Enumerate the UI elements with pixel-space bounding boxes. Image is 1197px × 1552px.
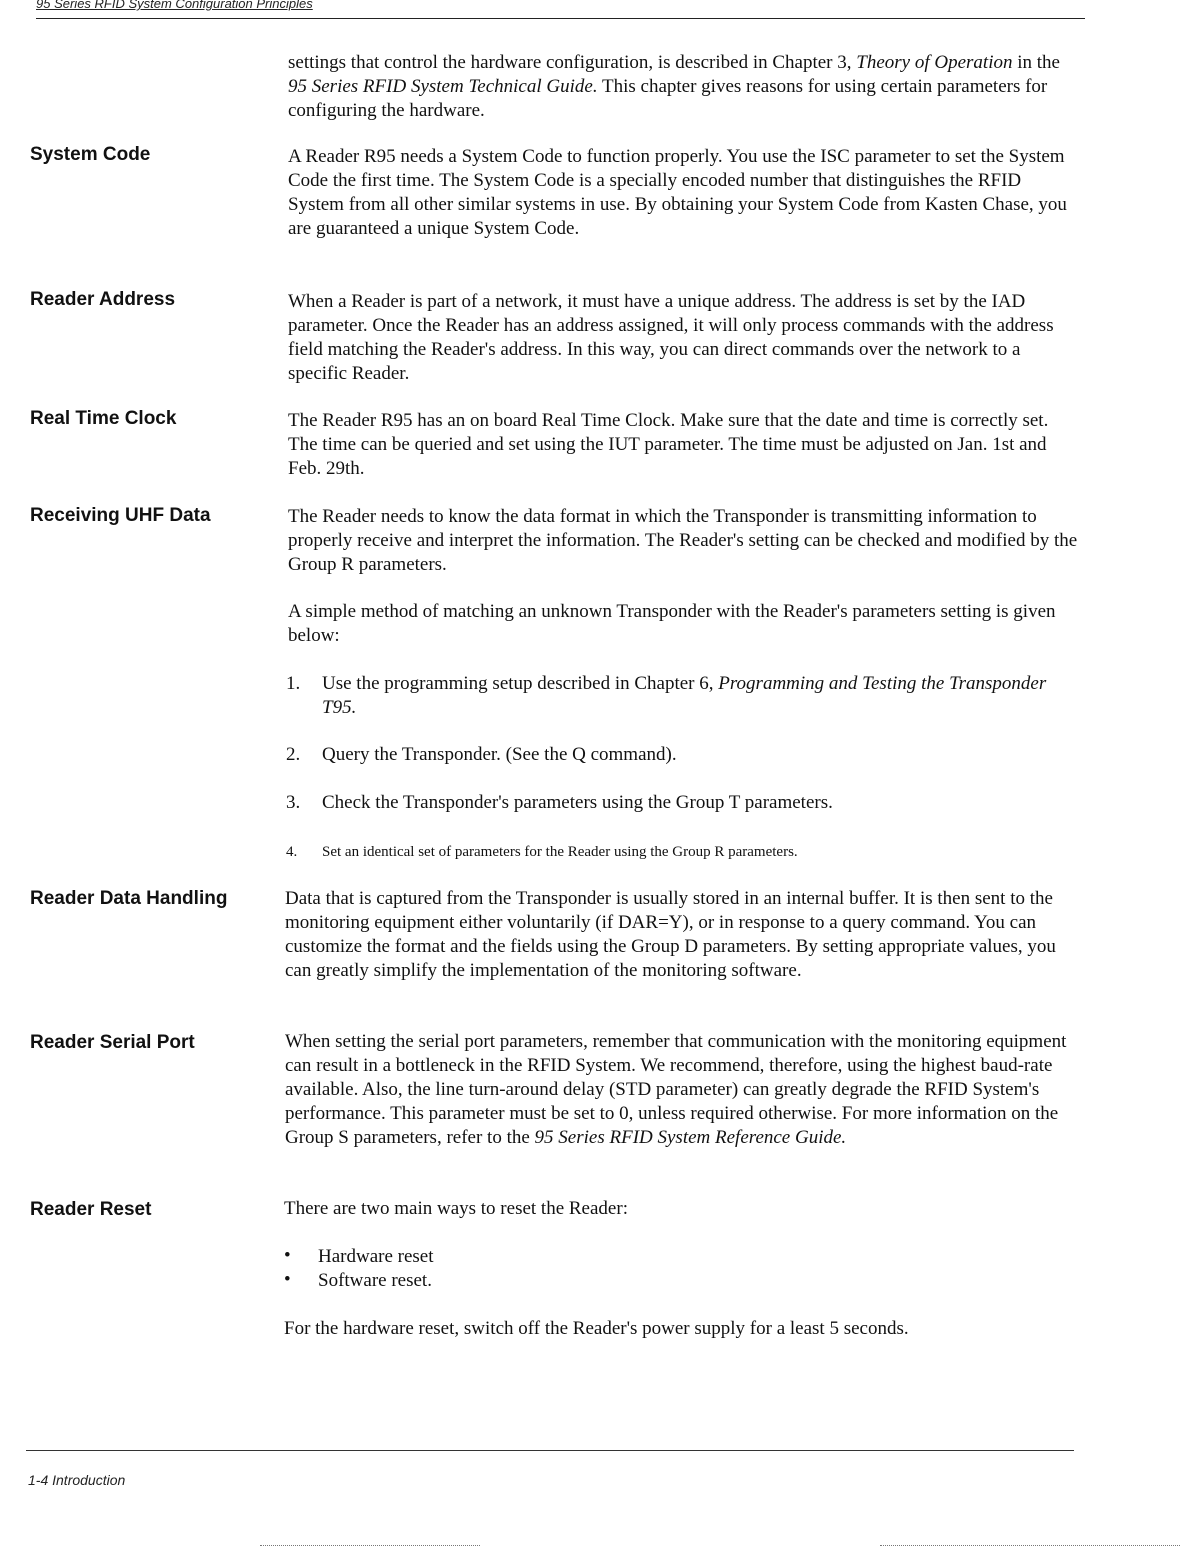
heading-system-code: System Code (30, 144, 151, 165)
scan-artifact (260, 1545, 480, 1547)
heading-real-time-clock: Real Time Clock (30, 408, 177, 429)
step-number: 2. (286, 744, 301, 765)
intro-text-3: This chapter gives reasons for using certain parameters for configuring the hardware. (288, 76, 1048, 121)
step-text: Query the Transponder. (See the Q command). (322, 744, 677, 765)
serial-port-italic: 95 Series RFID System Reference Guide. (534, 1127, 847, 1148)
running-header-title: 95 Series RFID System Configuration Principles (36, 0, 313, 11)
real-time-clock-paragraph: The Reader R95 has an on board Real Time Clock. Make sure that the date and time is correctly set. The time can be queried and set using the IUT parameter. The time must be adjusted on Jan. 1st and Feb. 29th. (288, 410, 1049, 479)
heading-reader-address: Reader Address (30, 289, 176, 310)
intro-italic-2: 95 Series RFID System Technical Guide. (288, 76, 598, 97)
bullet-icon: • (284, 1269, 291, 1290)
intro-italic-1: Theory of Operation (856, 52, 1013, 73)
heading-reader-reset: Reader Reset (30, 1199, 152, 1220)
footer-divider (26, 1450, 1074, 1451)
step-text (322, 672, 1062, 720)
step-number: 4. (286, 844, 298, 860)
reader-reset-paragraph-1: There are two main ways to reset the Reader: (284, 1198, 628, 1219)
step-text-plain: Use the programming setup described in Chapter 6, (322, 673, 719, 694)
reader-serial-port-paragraph (285, 1030, 1077, 1150)
reader-reset-paragraph-2: For the hardware reset, switch off the Reader's power supply for a least 5 seconds. (284, 1318, 909, 1339)
reader-address-paragraph: When a Reader is part of a network, it must have a unique address. The address is set by the IAD parameter. Once the Reader has an address assigned, it will only process commands with the address field matching the Reader's address. In this way, you can direct commands over the network to a specific Reader. (288, 291, 1054, 384)
step-text: Set an identical set of parameters for the Reader using the Group R parameters. (322, 844, 798, 860)
intro-text-1: settings that control the hardware configuration, is described in Chapter 3, (288, 52, 857, 73)
running-header (36, 0, 1085, 19)
step-text-italic: Programming and Testing the Transponder T95. (322, 673, 1047, 718)
bullet-icon: • (284, 1245, 291, 1266)
serial-port-text: When setting the serial port parameters, remember that communication with the monitoring equipment can result in a bottleneck in the RFID System. We recommend, therefore, using the highest baud-rate available. Also, the line turn-around delay (STD parameter) can greatly degrade the RFID System's performance. This parameter must be set to 0, unless required otherwise. For more information on the Group S parameters, refer to the (285, 1031, 1067, 1148)
receiving-uhf-paragraph-1: The Reader needs to know the data format in which the Transponder is transmitting information to properly receive and interpret the information. The Reader's setting can be checked and modified by the Group R parameters. (288, 506, 1078, 575)
step-text: Check the Transponder's parameters using the Group T parameters. (322, 792, 833, 813)
reader-data-handling-paragraph: Data that is captured from the Transponder is usually stored in an internal buffer. It is then sent to the monitoring equipment either voluntarily (if DAR=Y), or in response to a query command. You can customize the format and the fields using the Group D parameters. By setting appropriate values, you can greatly simplify the implementation of the monitoring software. (285, 888, 1056, 981)
bullet-text: Software reset. (318, 1270, 432, 1291)
system-code-paragraph: A Reader R95 needs a System Code to function properly. You use the ISC parameter to set the System Code the first time. The System Code is a specially encoded number that distinguishes the RFID System from all other similar systems in use. By obtaining your System Code from Kasten Chase, you are guaranteed a unique System Code. (288, 146, 1067, 239)
step-number: 1. (286, 673, 301, 694)
bullet-text: Hardware reset (318, 1246, 434, 1267)
scan-artifact (880, 1545, 1180, 1547)
footer-page-label: 1-4 Introduction (28, 1472, 126, 1488)
heading-reader-data-handling: Reader Data Handling (30, 888, 228, 909)
step-number: 3. (286, 792, 301, 813)
heading-reader-serial-port: Reader Serial Port (30, 1032, 195, 1053)
receiving-uhf-paragraph-2: A simple method of matching an unknown Transponder with the Reader's parameters setting is given below: (288, 601, 1056, 646)
heading-receiving-uhf-data: Receiving UHF Data (30, 505, 211, 526)
intro-text-2: in the (1012, 52, 1060, 73)
intro-paragraph (288, 51, 1080, 123)
